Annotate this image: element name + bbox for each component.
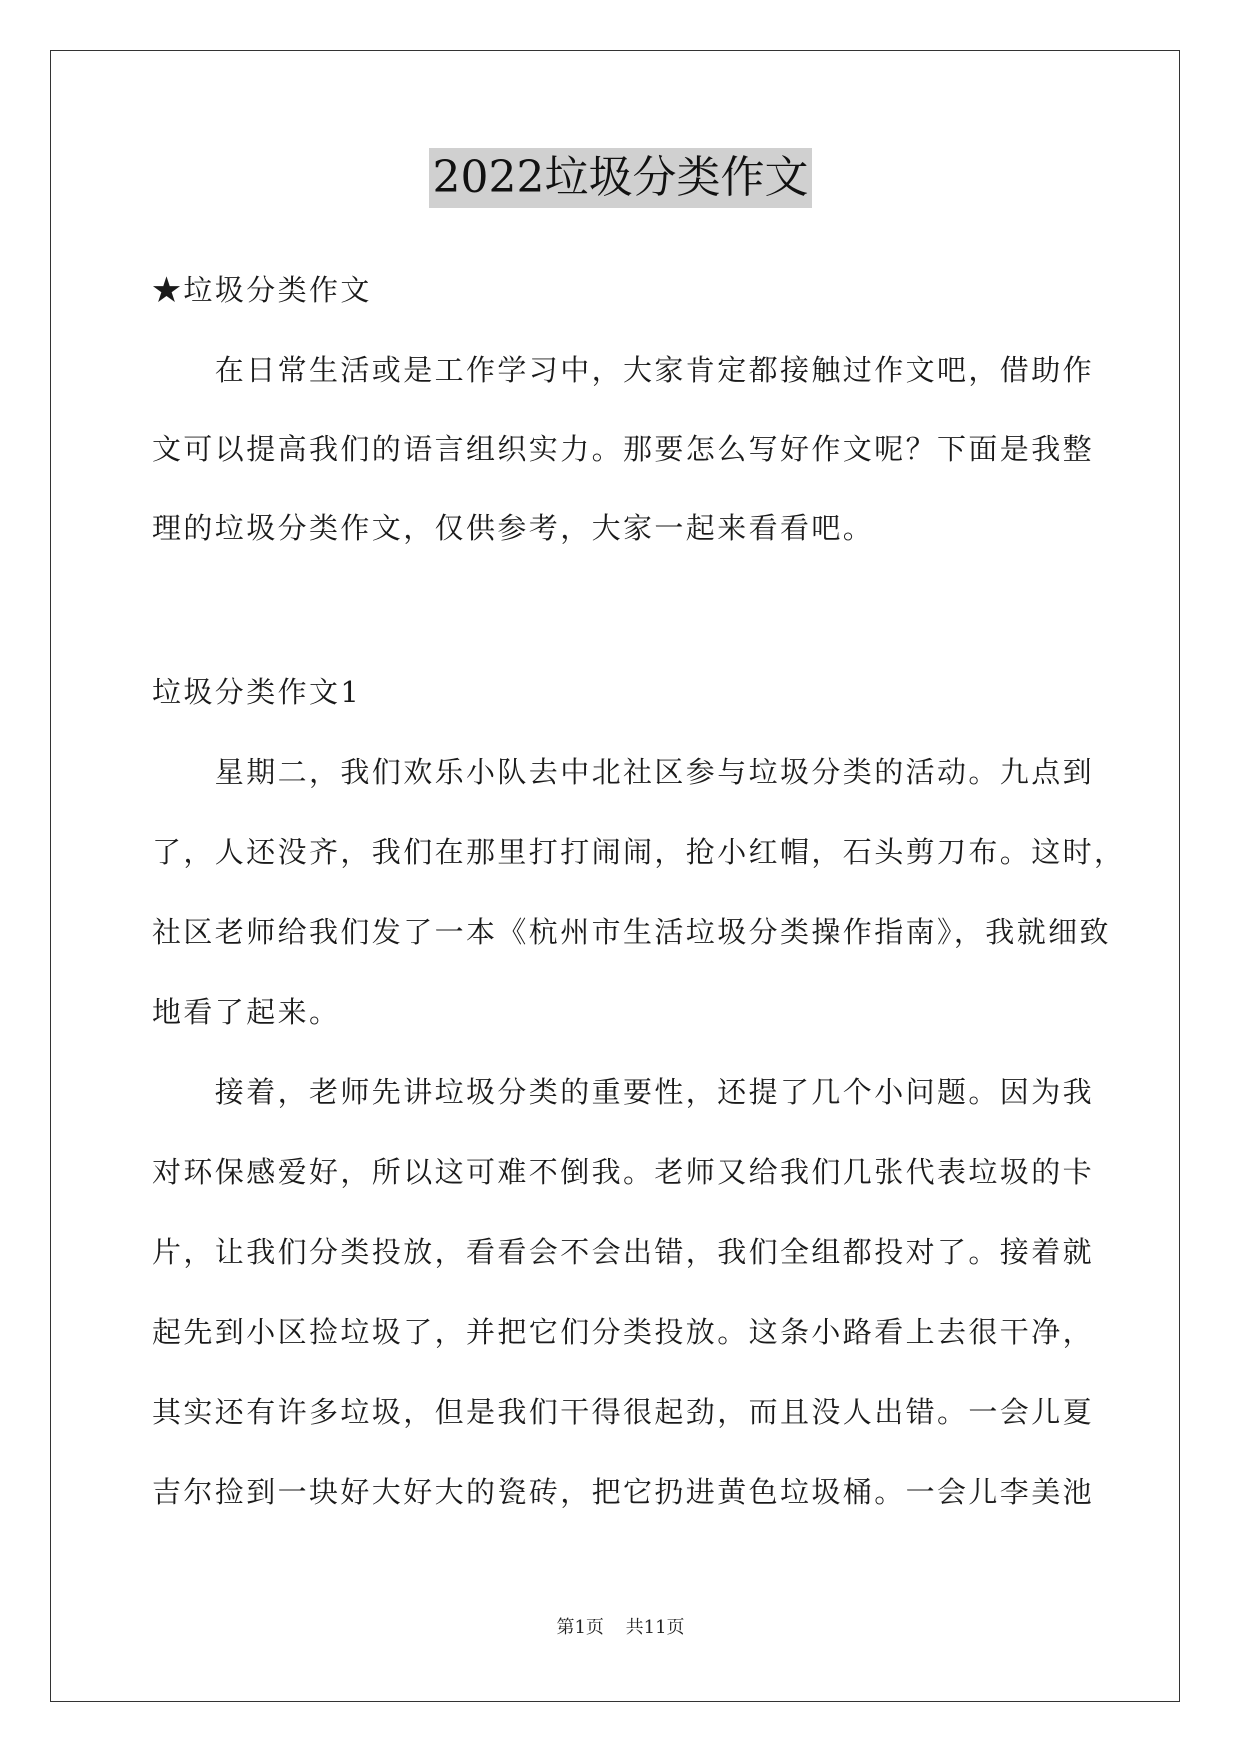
intro-line-1: 在日常生活或是工作学习中，大家肯定都接触过作文吧，借助作 (152, 353, 1095, 387)
page-total: 共11页 (625, 1617, 685, 1638)
document-title: 2022垃圾分类作文 (429, 148, 813, 208)
title-container (0, 148, 1241, 208)
body-line-2: 了，人还没齐，我们在那里打打闹闹，抢小红帽，石头剪刀布。这时， (152, 835, 1126, 869)
intro-line-3: 理的垃圾分类作文，仅供参考，大家一起来看看吧。 (152, 511, 875, 545)
section-title: 垃圾分类作文1 (152, 675, 362, 709)
body-line-5: 接着，老师先讲垃圾分类的重要性，还提了几个小问题。因为我 (152, 1075, 1095, 1109)
intro-line-2: 文可以提高我们的语言组织实力。那要怎么写好作文呢？下面是我整 (152, 432, 1095, 466)
body-line-4: 地看了起来。 (152, 995, 341, 1029)
body-line-6: 对环保感爱好，所以这可难不倒我。老师又给我们几张代表垃圾的卡 (152, 1155, 1095, 1189)
body-line-9: 其实还有许多垃圾，但是我们干得很起劲，而且没人出错。一会儿夏 (152, 1395, 1095, 1429)
body-line-10: 吉尔捡到一块好大好大的瓷砖，把它扔进黄色垃圾桶。一会儿李美池 (152, 1475, 1095, 1509)
page-number: 第1页 (556, 1617, 604, 1638)
heading: ★垃圾分类作文 (152, 273, 372, 307)
page-footer (0, 1616, 1241, 1640)
body-line-8: 起先到小区捡垃圾了，并把它们分类投放。这条小路看上去很干净， (152, 1315, 1095, 1349)
body-line-7: 片，让我们分类投放，看看会不会出错，我们全组都投对了。接着就 (152, 1235, 1095, 1269)
body-line-3: 社区老师给我们发了一本《杭州市生活垃圾分类操作指南》，我就细致 (152, 915, 1111, 949)
body-line-1: 星期二，我们欢乐小队去中北社区参与垃圾分类的活动。九点到 (152, 755, 1095, 789)
